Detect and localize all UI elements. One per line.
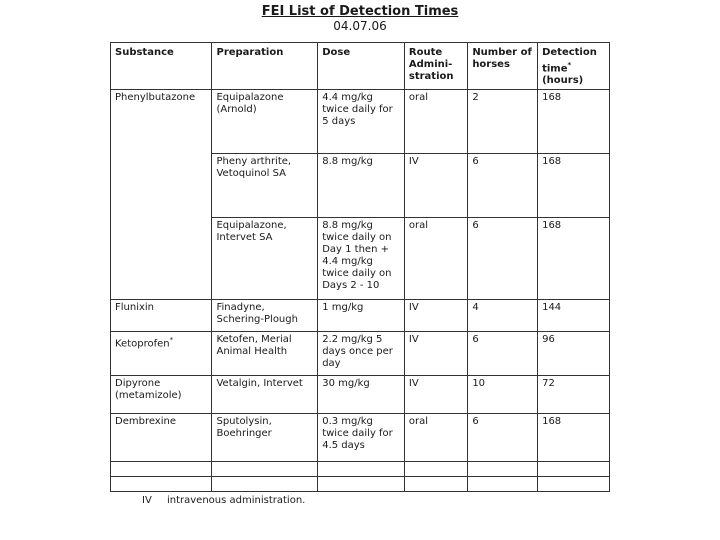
empty-cell xyxy=(468,462,538,477)
cell-horses: 6 xyxy=(468,332,538,376)
cell-preparation: Sputolysin, Boehringer xyxy=(212,414,318,462)
cell-preparation: Ketofen, Merial Animal Health xyxy=(212,332,318,376)
cell-detection: 168 xyxy=(538,90,610,154)
empty-cell xyxy=(212,477,318,492)
cell-detection: 144 xyxy=(538,300,610,332)
empty-cell xyxy=(538,462,610,477)
cell-dose: 0.3 mg/kg twice daily for 4.5 days xyxy=(318,414,405,462)
cell-detection: 168 xyxy=(538,218,610,300)
table-row xyxy=(111,90,610,154)
table-row xyxy=(111,218,610,300)
cell-horses: 6 xyxy=(468,414,538,462)
cell-detection: 96 xyxy=(538,332,610,376)
table-row xyxy=(111,300,610,332)
header-detection-label: Detection time xyxy=(542,47,597,75)
cell-substance-mark: * xyxy=(169,336,174,345)
cell-route: IV xyxy=(404,154,467,218)
footnote xyxy=(142,495,305,506)
cell-dose: 2.2 mg/kg 5 days once per day xyxy=(318,332,405,376)
cell-route: oral xyxy=(404,218,467,300)
footnote-abbr: IV xyxy=(142,495,152,506)
cell-route: IV xyxy=(404,376,467,414)
cell-route: oral xyxy=(404,414,467,462)
detection-times-table-wrapper xyxy=(110,42,610,492)
cell-substance xyxy=(111,332,212,376)
cell-preparation: Equipalazone, Intervet SA xyxy=(212,218,318,300)
table-empty-row xyxy=(111,462,610,477)
header-detection xyxy=(538,43,610,90)
cell-horses: 6 xyxy=(468,154,538,218)
table-row xyxy=(111,414,610,462)
cell-route: IV xyxy=(404,300,467,332)
empty-cell xyxy=(468,477,538,492)
cell-substance: Phenylbutazone xyxy=(111,90,212,154)
cell-detection: 168 xyxy=(538,154,610,218)
cell-substance: Dembrexine xyxy=(111,414,212,462)
cell-dose: 8.8 mg/kg twice daily on Day 1 then + 4.4 mg/kg twice daily on Days 2 - 10 xyxy=(318,218,405,300)
detection-times-table xyxy=(110,42,610,492)
cell-horses: 10 xyxy=(468,376,538,414)
cell-dose: 1 mg/kg xyxy=(318,300,405,332)
table-row xyxy=(111,154,610,218)
cell-substance xyxy=(111,218,212,300)
header-preparation: Preparation xyxy=(212,43,318,90)
cell-detection: 72 xyxy=(538,376,610,414)
cell-dose: 30 mg/kg xyxy=(318,376,405,414)
header-dose: Dose xyxy=(318,43,405,90)
table-header-row xyxy=(111,43,610,90)
empty-cell xyxy=(318,462,405,477)
document-date: 04.07.06 xyxy=(333,19,387,33)
empty-cell xyxy=(212,462,318,477)
table-empty-row xyxy=(111,477,610,492)
cell-route: oral xyxy=(404,90,467,154)
cell-dose: 4.4 mg/kg twice daily for 5 days xyxy=(318,90,405,154)
cell-route: IV xyxy=(404,332,467,376)
header-substance: Substance xyxy=(111,43,212,90)
cell-substance: Flunixin xyxy=(111,300,212,332)
cell-horses: 4 xyxy=(468,300,538,332)
cell-preparation: Finadyne, Schering-Plough xyxy=(212,300,318,332)
header-horses: Number of horses xyxy=(468,43,538,90)
empty-cell xyxy=(538,477,610,492)
empty-cell xyxy=(404,462,467,477)
empty-cell xyxy=(111,477,212,492)
table-row xyxy=(111,376,610,414)
cell-substance: Dipyrone (metamizole) xyxy=(111,376,212,414)
cell-horses: 2 xyxy=(468,90,538,154)
header-detection-mark: * xyxy=(567,61,572,69)
empty-cell xyxy=(111,462,212,477)
header-detection-unit: (hours) xyxy=(542,75,584,87)
cell-preparation: Pheny arthrite, Vetoquinol SA xyxy=(212,154,318,218)
cell-horses: 6 xyxy=(468,218,538,300)
cell-preparation: Vetalgin, Intervet xyxy=(212,376,318,414)
document-title: FEI List of Detection Times xyxy=(261,4,459,19)
cell-detection: 168 xyxy=(538,414,610,462)
cell-substance-text: Ketoprofen xyxy=(115,338,170,350)
footnote-text: intravenous administration. xyxy=(166,495,306,506)
header-route: Route Admini-stration xyxy=(404,43,467,90)
cell-preparation: Equipalazone (Arnold) xyxy=(212,90,318,154)
empty-cell xyxy=(318,477,405,492)
cell-dose: 8.8 mg/kg xyxy=(318,154,405,218)
empty-cell xyxy=(404,477,467,492)
table-row xyxy=(111,332,610,376)
cell-substance xyxy=(111,154,212,218)
